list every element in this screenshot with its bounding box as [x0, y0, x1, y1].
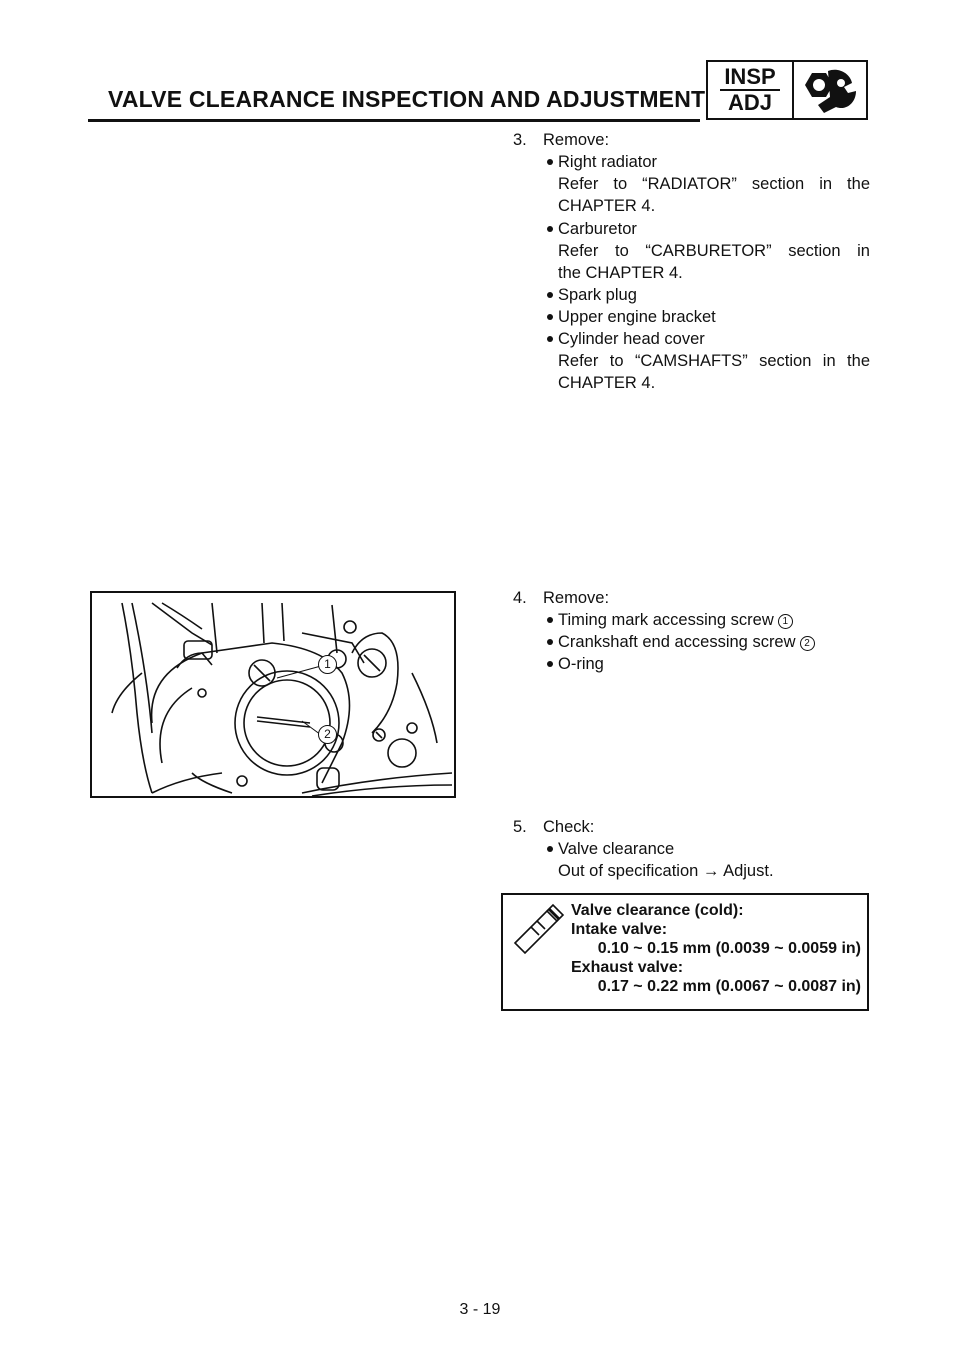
header-rule: [88, 119, 700, 122]
step-label: Check:: [543, 818, 595, 836]
callout-1: 1: [778, 614, 793, 629]
spec-title: Valve clearance (cold):: [571, 902, 744, 919]
spec-content: [571, 895, 867, 1009]
reference-text: CHAPTER 4.: [558, 197, 656, 215]
list-item: Right radiator: [500, 151, 870, 173]
list-item: Cylinder head cover: [500, 328, 870, 350]
callout-2: 2: [800, 636, 815, 651]
step-4-heading: [500, 587, 870, 609]
list-item: O-ring: [500, 653, 870, 675]
list-item: Spark plug: [500, 284, 870, 306]
step-5: [500, 816, 870, 882]
step-label: Remove:: [543, 131, 610, 149]
list-item: Upper engine bracket: [500, 306, 870, 328]
engine-cover-illustration: [90, 591, 456, 798]
step-number: 4.: [513, 589, 527, 607]
reference-text: Refer to “RADIATOR” section in the: [558, 175, 870, 193]
list-item-text: Crankshaft end accessing screw: [558, 633, 796, 651]
step-number: 3.: [513, 131, 527, 149]
note-text: Out of specification → Adjust.: [558, 862, 774, 880]
page-title: VALVE CLEARANCE INSPECTION AND ADJUSTMENT: [108, 86, 706, 112]
section-badge: [706, 60, 868, 120]
exhaust-label: Exhaust valve:: [571, 959, 684, 976]
list-item-text: Timing mark accessing screw: [558, 611, 774, 629]
reference-text: CHAPTER 4.: [558, 374, 656, 392]
caliper-icon: [503, 895, 571, 1009]
list-item: [500, 631, 870, 653]
callout-1: 1: [318, 655, 337, 674]
intake-label: Intake valve:: [571, 921, 668, 938]
step-3: [500, 129, 870, 394]
step-4: [500, 587, 870, 675]
reference-text: the CHAPTER 4.: [558, 264, 683, 282]
step-label: Remove:: [543, 589, 610, 607]
reference-text: Refer to “CAMSHAFTS” section in the: [558, 352, 870, 370]
badge-text: [708, 62, 794, 118]
badge-line1: INSP: [720, 65, 779, 91]
list-item: Carburetor: [500, 218, 870, 240]
reference-text: Refer to “CARBURETOR” section in: [558, 242, 870, 260]
spec-box: [501, 893, 869, 1011]
step-5-heading: [500, 816, 870, 838]
wrench-hex-icon: [794, 62, 866, 118]
badge-line2: ADJ: [727, 90, 772, 115]
exhaust-value: 0.17 ~ 0.22 mm (0.0067 ~ 0.0087 in): [597, 978, 861, 995]
step-3-heading: [500, 129, 870, 151]
intake-value: 0.10 ~ 0.15 mm (0.0039 ~ 0.0059 in): [597, 940, 861, 957]
list-item: [500, 609, 870, 631]
step-number: 5.: [513, 818, 527, 836]
page-number: 3 - 19: [459, 1301, 501, 1318]
callout-2: 2: [318, 725, 337, 744]
list-item: Valve clearance: [500, 838, 870, 860]
